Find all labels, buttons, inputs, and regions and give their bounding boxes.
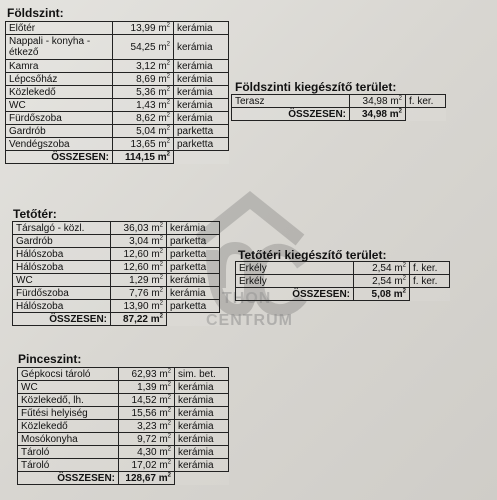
room-material: f. ker. [410, 262, 450, 275]
room-material: kerámia [174, 73, 229, 86]
room-area: 2,54 $m^2$ [354, 262, 410, 275]
total-area: 114,15 $m^2$ [113, 151, 174, 164]
room-material: kerámia [175, 433, 229, 446]
room-name: Gardrób [6, 125, 113, 138]
room-material: kerámia [175, 459, 229, 472]
ground-extra-table [231, 94, 446, 121]
table-row [18, 420, 229, 433]
basement-table [17, 367, 229, 485]
total-empty-cell [406, 108, 446, 121]
room-name: Tároló [18, 459, 119, 472]
room-name: Előtér [6, 22, 113, 35]
room-name: WC [13, 274, 111, 287]
room-name: Fűtési helyiség [18, 407, 119, 420]
table-row [18, 446, 229, 459]
total-area: 128,67 $m^2$ [119, 472, 175, 485]
table-row [18, 368, 229, 381]
table-row [6, 125, 229, 138]
table-row [18, 459, 229, 472]
room-name: Gépkocsi tároló [18, 368, 119, 381]
room-area: 4,30 $m^2$ [119, 446, 175, 459]
table-row [18, 394, 229, 407]
room-material: parketta [174, 138, 229, 151]
room-material: parketta [167, 235, 220, 248]
room-area: 1,29 $m^2$ [111, 274, 167, 287]
table-row [18, 433, 229, 446]
room-name: WC [18, 381, 119, 394]
total-area: 87,22 $m^2$ [111, 313, 167, 326]
table-row [13, 274, 220, 287]
room-name: Gardrób [13, 235, 111, 248]
room-material: kerámia [175, 446, 229, 459]
room-name: Tároló [18, 446, 119, 459]
room-name: Erkély [236, 275, 354, 288]
room-name: Közlekedő [18, 420, 119, 433]
table-row [6, 22, 229, 35]
room-area: 14,52 $m^2$ [119, 394, 175, 407]
room-area: 17,02 $m^2$ [119, 459, 175, 472]
room-name: Erkély [236, 262, 354, 275]
room-material: kerámia [167, 222, 220, 235]
room-area: 3,23 $m^2$ [119, 420, 175, 433]
room-material: kerámia [175, 407, 229, 420]
room-name: Társalgó - közl. [13, 222, 111, 235]
table-row [6, 138, 229, 151]
total-label: ÖSSZESEN: [13, 313, 111, 326]
room-area: 13,99 $m^2$ [113, 22, 174, 35]
table-row [13, 248, 220, 261]
room-material: kerámia [174, 86, 229, 99]
table-row [18, 407, 229, 420]
total-label: ÖSSZESEN: [18, 472, 119, 485]
room-area: 5,04 $m^2$ [113, 125, 174, 138]
room-area: 54,25 $m^2$ [113, 35, 174, 60]
total-row [13, 313, 220, 326]
ground-table [5, 21, 229, 164]
room-area: 2,54 $m^2$ [354, 275, 410, 288]
total-row [6, 151, 229, 164]
room-material: parketta [167, 300, 220, 313]
room-area: 15,56 $m^2$ [119, 407, 175, 420]
table-row [6, 35, 229, 60]
room-name: Kamra [6, 60, 113, 73]
total-label: ÖSSZESEN: [236, 288, 354, 301]
room-name: Hálószoba [13, 300, 111, 313]
table-row [13, 222, 220, 235]
room-area: 5,36 $m^2$ [113, 86, 174, 99]
room-area: 8,69 $m^2$ [113, 73, 174, 86]
room-name: Terasz [232, 95, 350, 108]
room-name: Lépcsőház [6, 73, 113, 86]
ground-extra-title: Földszinti kiegészítő terület: [235, 80, 397, 94]
room-material: kerámia [174, 112, 229, 125]
ground-title: Földszint: [7, 6, 64, 20]
room-material: kerámia [167, 287, 220, 300]
room-material: kerámia [175, 394, 229, 407]
table-row [18, 381, 229, 394]
room-material: kerámia [175, 420, 229, 433]
table-row [232, 95, 446, 108]
table-row [6, 73, 229, 86]
total-empty-cell [175, 472, 229, 485]
total-row [236, 288, 450, 301]
room-material: parketta [174, 125, 229, 138]
room-material: f. ker. [406, 95, 446, 108]
room-name: Nappali - konyha - étkező [6, 35, 113, 60]
total-empty-cell [167, 313, 220, 326]
room-material: kerámia [174, 22, 229, 35]
room-area: 12,60 $m^2$ [111, 248, 167, 261]
total-row [232, 108, 446, 121]
room-material: kerámia [174, 35, 229, 60]
total-empty-cell [410, 288, 450, 301]
total-area: 34,98 $m^2$ [350, 108, 406, 121]
room-name: Vendégszoba [6, 138, 113, 151]
room-name: Hálószoba [13, 248, 111, 261]
attic-title: Tetőtér: [13, 207, 57, 221]
room-name: Közlekedő [6, 86, 113, 99]
table-row [6, 112, 229, 125]
room-area: 1,39 $m^2$ [119, 381, 175, 394]
room-area: 36,03 $m^2$ [111, 222, 167, 235]
room-name: Mosókonyha [18, 433, 119, 446]
room-name: Közlekedő, lh. [18, 394, 119, 407]
watermark-line1: THON [222, 290, 272, 307]
total-row [18, 472, 229, 485]
table-row [6, 86, 229, 99]
room-area: 34,98 $m^2$ [350, 95, 406, 108]
room-material: sim. bet. [175, 368, 229, 381]
table-row [13, 300, 220, 313]
total-label: ÖSSZESEN: [6, 151, 113, 164]
room-area: 7,76 $m^2$ [111, 287, 167, 300]
table-row [6, 60, 229, 73]
table-row [236, 275, 450, 288]
total-empty-cell [174, 151, 229, 164]
room-name: WC [6, 99, 113, 112]
watermark-line2: CENTRUM [206, 312, 293, 329]
total-area: 5,08 $m^2$ [354, 288, 410, 301]
room-material: f. ker. [410, 275, 450, 288]
table-row [6, 99, 229, 112]
room-material: parketta [167, 248, 220, 261]
room-area: 1,43 $m^2$ [113, 99, 174, 112]
room-area: 12,60 $m^2$ [111, 261, 167, 274]
attic-extra-title: Tetőtéri kiegészítő terület: [238, 248, 387, 262]
attic-table [12, 221, 220, 326]
room-area: 3,12 $m^2$ [113, 60, 174, 73]
table-row [13, 235, 220, 248]
room-area: 3,04 $m^2$ [111, 235, 167, 248]
total-label: ÖSSZESEN: [232, 108, 350, 121]
room-name: Hálószoba [13, 261, 111, 274]
room-material: kerámia [167, 274, 220, 287]
room-name: Fürdőszoba [13, 287, 111, 300]
room-material: parketta [167, 261, 220, 274]
room-area: 62,93 $m^2$ [119, 368, 175, 381]
room-area: 9,72 $m^2$ [119, 433, 175, 446]
table-row [13, 261, 220, 274]
room-area: 8,62 $m^2$ [113, 112, 174, 125]
attic-extra-table [235, 261, 450, 301]
table-row [236, 262, 450, 275]
room-area: 13,65 $m^2$ [113, 138, 174, 151]
table-row [13, 287, 220, 300]
room-material: kerámia [174, 99, 229, 112]
room-name: Fürdőszoba [6, 112, 113, 125]
room-material: kerámia [174, 60, 229, 73]
room-material: kerámia [175, 381, 229, 394]
basement-title: Pinceszint: [18, 352, 82, 366]
room-area: 13,90 $m^2$ [111, 300, 167, 313]
